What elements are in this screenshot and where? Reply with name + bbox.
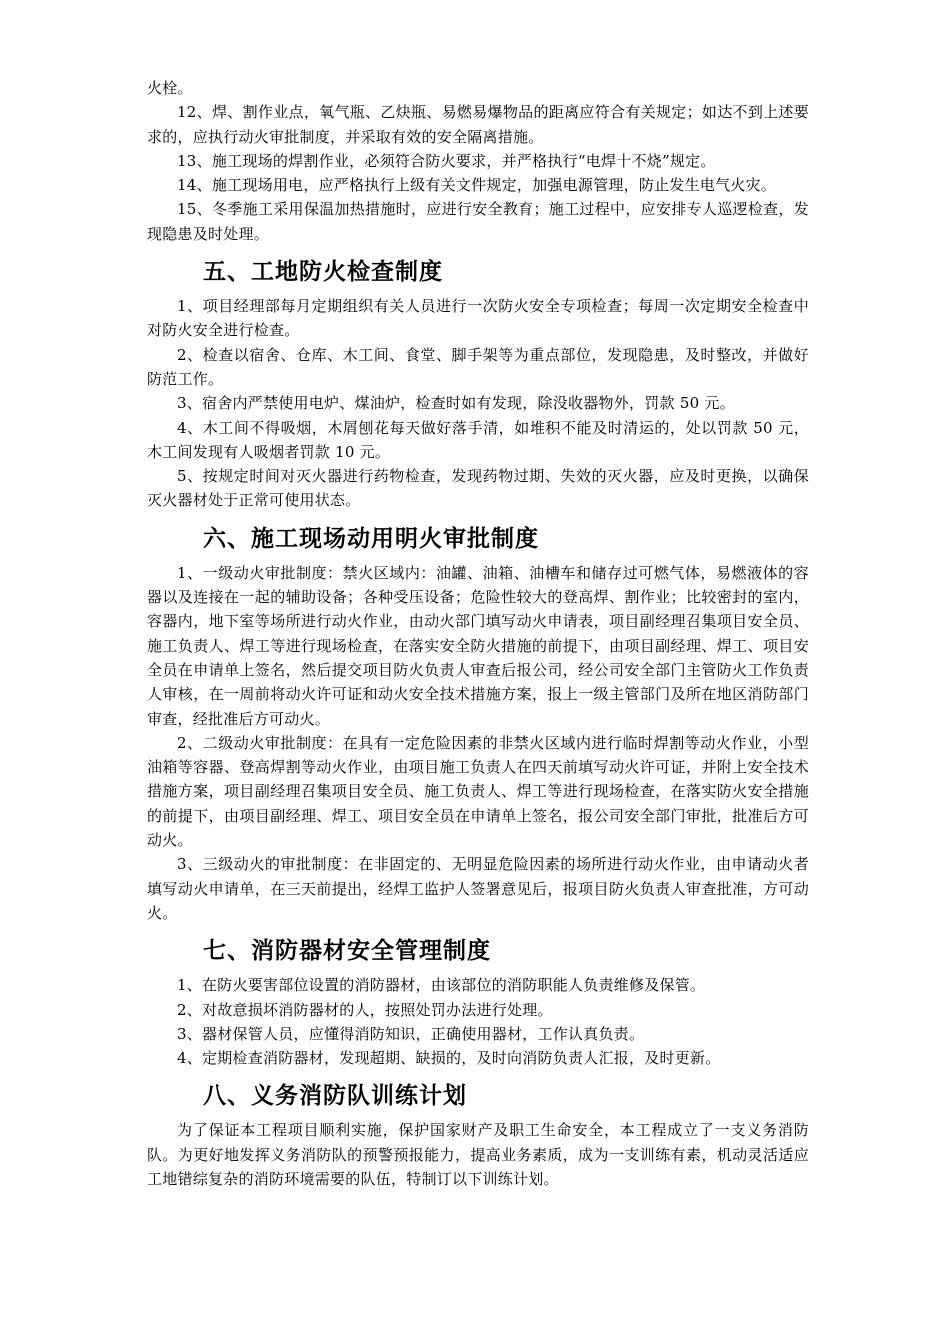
paragraph-carryover: 火栓。	[147, 79, 193, 97]
paragraph-hotwork-2: 2、二级动火审批制度：在具有一定危险因素的非禁火区域内进行临时焊割等动火作业，小型油箱等容器、登高焊割等动火作业，由项目施工负责人在四天前填写动火许可证，并附上安全技术措施方案，项目副经理召集项目安全员、施工负责人、焊工等进行现场检查，在落实防火安全措施的前提下，由项目副经理、焊工、项目安全员在申请单上签名，报公司安全部门审批，批准后方可动火。	[147, 733, 809, 850]
paragraph-inspection-5: 5、按规定时间对灭火器进行药物检查，发现药物过期、失效的灭火器，应及时更换，以确保灭火器材处于正常可使用状态。	[147, 467, 809, 510]
heading-section-6: 六、施工现场动用明火审批制度	[203, 525, 539, 552]
paragraph-equipment-1: 1、在防火要害部位设置的消防器材，由该部位的消防职能人负责维修及保管。	[177, 976, 706, 995]
paragraph-inspection-1: 1、项目经理部每月定期组织有关人员进行一次防火安全专项检查；每周一次定期安全检查中对防火安全进行检查。	[147, 297, 809, 340]
paragraph-inspection-2: 2、检查以宿舍、仓库、木工间、食堂、脚手架等为重点部位，发现隐患，及时整改，并做好防范工作。	[147, 345, 809, 388]
paragraph-inspection-4: 4、木工间不得吸烟，木屑刨花每天做好落手清，如堆积不能及时清运的，处以罚款 50 元，木工间发现有人吸烟者罚款 10 元。	[147, 418, 809, 461]
paragraph-hotwork-3: 3、三级动火的审批制度：在非固定的、无明显危险因素的场所进行动火作业，由申请动火者填写动火申请单，在三天前提出，经焊工监护人签署意见后，报项目防火负责人审查批准，方可动火。	[147, 855, 809, 922]
paragraph-inspection-3: 3、宿舍内严禁使用电炉、煤油炉，检查时如有发现，除没收器物外，罚款 50 元。	[177, 394, 735, 413]
paragraph-fire-item-14: 14、施工现场用电，应严格执行上级有关文件规定，加强电源管理，防止发生电气火灾。	[177, 176, 777, 195]
paragraph-fire-item-13: 13、施工现场的焊割作业，必须符合防火要求，并严格执行“电焊十不烧”规定。	[177, 151, 716, 170]
paragraph-fire-item-15: 15、冬季施工采用保温加热措施时，应进行安全教育；施工过程中，应安排专人巡逻检查，发现隐患及时处理。	[147, 200, 809, 243]
paragraph-training-intro: 为了保证本工程项目顺利实施，保护国家财产及职工生命安全，本工程成立了一支义务消防队。为更好地发挥义务消防队的预警预报能力，提高业务素质，成为一支训练有素，机动灵活适应工地错综复杂的消防环境需要的队伍，特制订以下训练计划。	[147, 1121, 809, 1188]
heading-section-7: 七、消防器材安全管理制度	[203, 938, 491, 965]
paragraph-equipment-2: 2、对故意损坏消防器材的人，按照处罚办法进行处理。	[177, 1000, 553, 1019]
paragraph-hotwork-1: 1、一级动火审批制度：禁火区域内：油罐、油箱、油槽车和储存过可燃气体，易燃液体的容器以及连接在一起的辅助设备；各种受压设备；危险性较大的登高焊、割作业；比较密封的室内，容器内，地下室等场所进行动火作业，由动火部门填写动火申请表，项目副经理召集项目安全员、施工负责人、焊工等进行现场检查，在落实安全防火措施的前提下，由项目副经理、焊工、项目安全员在申请单上签名，然后提交项目防火负责人审查后报公司，经公司安全部门主管防火工作负责人审核，在一周前将动火许可证和动火安全技术措施方案，报上一级主管部门及所在地区消防部门审查，经批准后方可动火。	[147, 563, 809, 728]
paragraph-fire-item-12: 12、焊、割作业点，氧气瓶、乙炔瓶、易燃易爆物品的距离应符合有关规定；如达不到上述要求的，应执行动火审批制度，并采取有效的安全隔离措施。	[147, 103, 809, 146]
paragraph-equipment-3: 3、器材保管人员，应懂得消防知识，正确使用器材，工作认真负责。	[177, 1024, 645, 1043]
paragraph-equipment-4: 4、定期检查消防器材，发现超期、缺损的，及时向消防负责人汇报，及时更新。	[177, 1049, 721, 1068]
document-body	[147, 76, 809, 1191]
heading-section-8: 八、义务消防队训练计划	[203, 1083, 467, 1110]
heading-section-5: 五、工地防火检查制度	[203, 259, 443, 286]
